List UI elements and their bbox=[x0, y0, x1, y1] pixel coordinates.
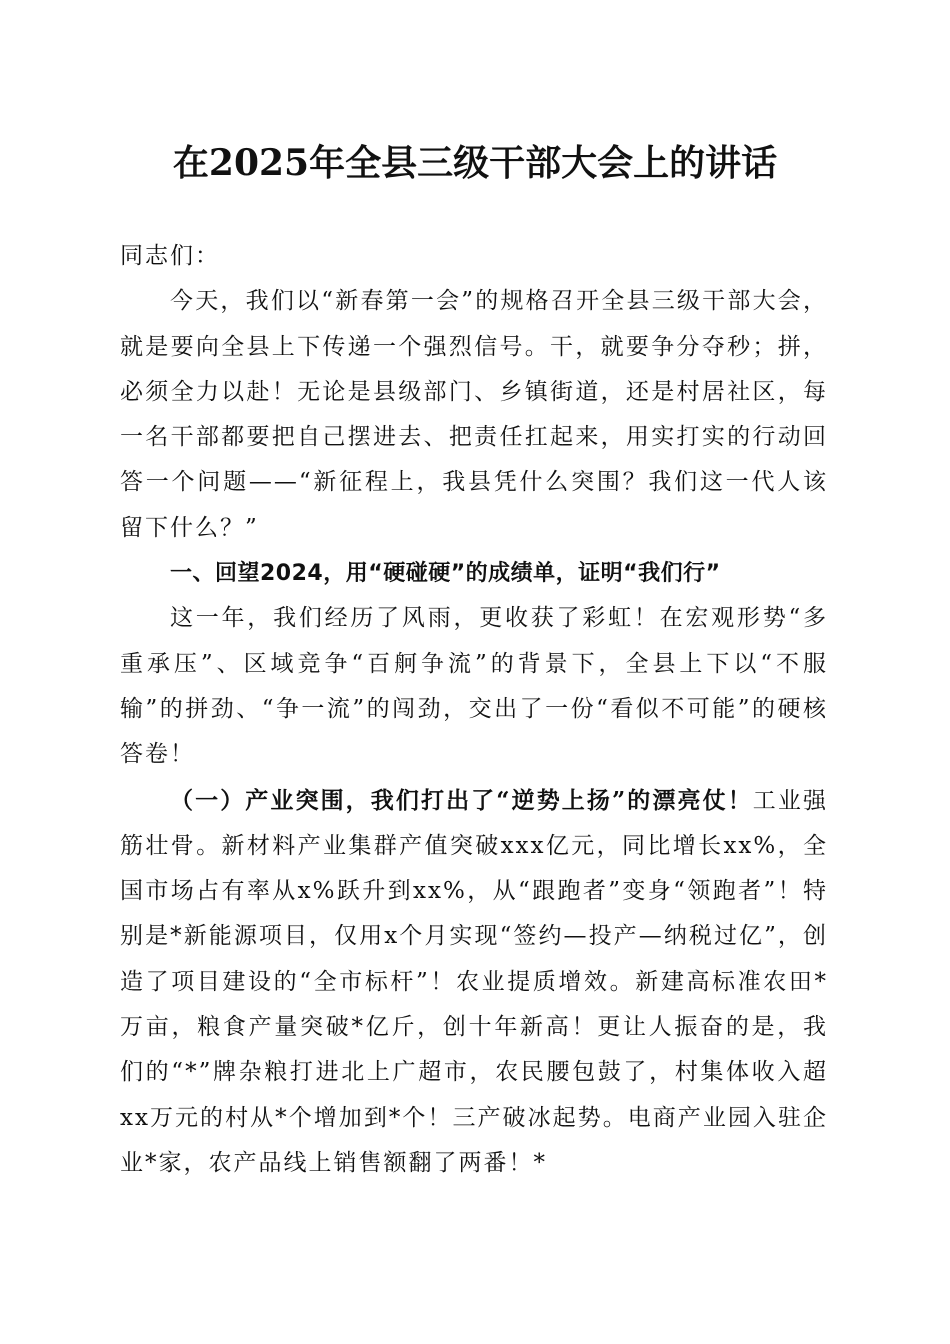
document-title: 在2025年全县三级干部大会上的讲话 bbox=[172, 142, 778, 184]
subsection-paragraph bbox=[120, 778, 828, 1187]
section-heading: 一、回望2024，用“硬碰硬”的成绩单，证明“我们行” bbox=[170, 561, 721, 587]
section-paragraph: 这一年，我们经历了风雨，更收获了彩虹！在宏观形势“多重承压”、区域竞争“百舸争流”的背景下，全县上下以“不服输”的拼劲、“争一流”的闯劲，交出了一份“看似不可能”的硬核答卷！ bbox=[120, 605, 828, 768]
intro-paragraph: 今天，我们以“新春第一会”的规格召开全县三级干部大会，就是要向全县上下传递一个强烈信号。干，就要争分夺秒；拼，必须全力以赴！无论是县级部门、乡镇街道，还是村居社区，每一名干部都要把自己摆进去、把责任扛起来，用实打实的行动回答一个问题——“新征程上，我县凭什么突围？我们这一代人该留下什么？” bbox=[120, 288, 828, 541]
subsection-body: 工业强筋壮骨。新材料产业集群产值突破xxx亿元，同比增长xx%，全国市场占有率从x%跃升到xx%，从“跟跑者”变身“领跑者”！特别是*新能源项目，仅用x个月实现“签约—投产—纳税过亿”，创造了项目建设的“全市标杆”！农业提质增效。新建高标准农田*万亩，粮食产量突破*亿斤，创十年新高！更让人振奋的是，我们的“*”牌杂粮打进北上广超市，农民腰包鼓了，村集体收入超xx万元的村从*个增加到*个！三产破冰起势。电商产业园入驻企业*家，农产品线上销售额翻了两番！* bbox=[120, 787, 828, 1176]
subsection-heading: （一）产业突围，我们打出了“逆势上扬”的漂亮仗！ bbox=[170, 786, 753, 814]
salutation: 同志们： bbox=[120, 243, 220, 269]
document-body bbox=[120, 234, 828, 1186]
